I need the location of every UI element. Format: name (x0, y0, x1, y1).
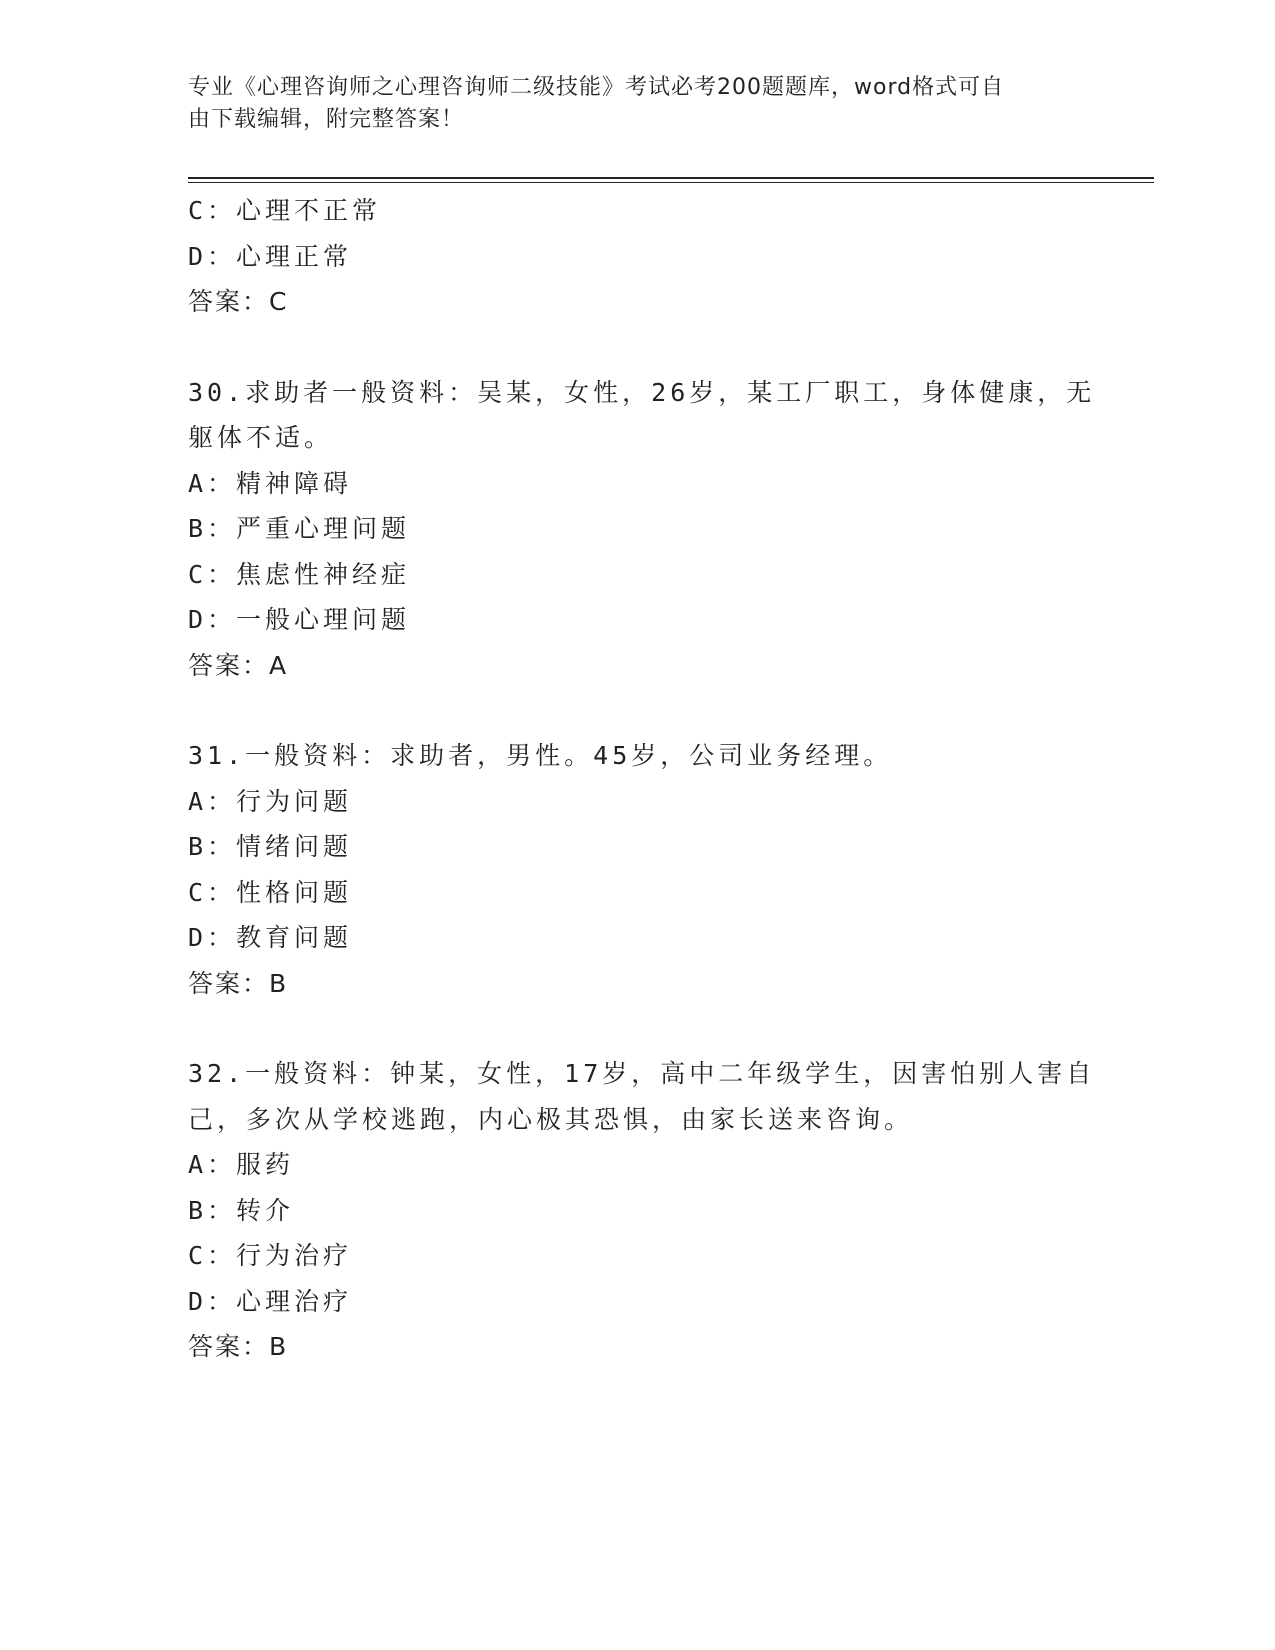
option-a: A：服药 (188, 1150, 295, 1179)
answer-line: 答案：A (188, 650, 289, 680)
question-stem-line-1: 32.一般资料：钟某，女性，17岁，高中二年级学生，因害怕别人害自 (188, 1059, 1096, 1088)
header-line-1: 专业《心理咨询师之心理咨询师二级技能》考试必考200题题库，word格式可自 (188, 75, 1005, 100)
option-d: D：教育问题 (188, 923, 353, 952)
spacer (188, 325, 1088, 370)
option-d: D：心理正常 (188, 241, 353, 271)
spacer (188, 1006, 1088, 1051)
question-list (188, 188, 1096, 1370)
question-stem-line-1: 31.一般资料：求助者，男性。45岁，公司业务经理。 (188, 741, 893, 770)
header-divider-thin (188, 182, 1154, 183)
answer-line: 答案：B (188, 968, 289, 998)
option-d: D：一般心理问题 (188, 605, 411, 634)
option-c: C：性格问题 (188, 877, 353, 907)
question-32 (188, 1051, 1096, 1370)
question-stem-line-1: 30.求助者一般资料：吴某，女性，26岁，某工厂职工，身体健康，无 (188, 377, 1096, 407)
option-c: C：焦虑性神经症 (188, 559, 411, 589)
option-a: A：精神障碍 (188, 468, 353, 498)
document-header (188, 72, 1068, 136)
option-c: C：心理不正常 (188, 196, 382, 225)
option-b: B：严重心理问题 (188, 514, 411, 543)
question-31 (188, 733, 1088, 1006)
option-a: A：行为问题 (188, 786, 353, 816)
question-stem-line-2: 躯体不适。 (188, 423, 334, 452)
spacer (188, 688, 1088, 733)
header-line-2: 由下载编辑，附完整答案！ (188, 107, 465, 132)
option-c: C：行为治疗 (188, 1241, 353, 1270)
question-stem-line-2: 己，多次从学校逃跑，内心极其恐惧，由家长送来咨询。 (188, 1104, 914, 1134)
option-b: B：转介 (188, 1195, 295, 1225)
answer-line: 答案：B (188, 1332, 289, 1361)
option-b: B：情绪问题 (188, 832, 353, 861)
answer-line: 答案：C (188, 287, 289, 316)
option-d: D：心理治疗 (188, 1286, 353, 1316)
header-divider-thick (188, 177, 1154, 179)
question-29-partial (188, 188, 1088, 325)
question-30 (188, 370, 1096, 689)
